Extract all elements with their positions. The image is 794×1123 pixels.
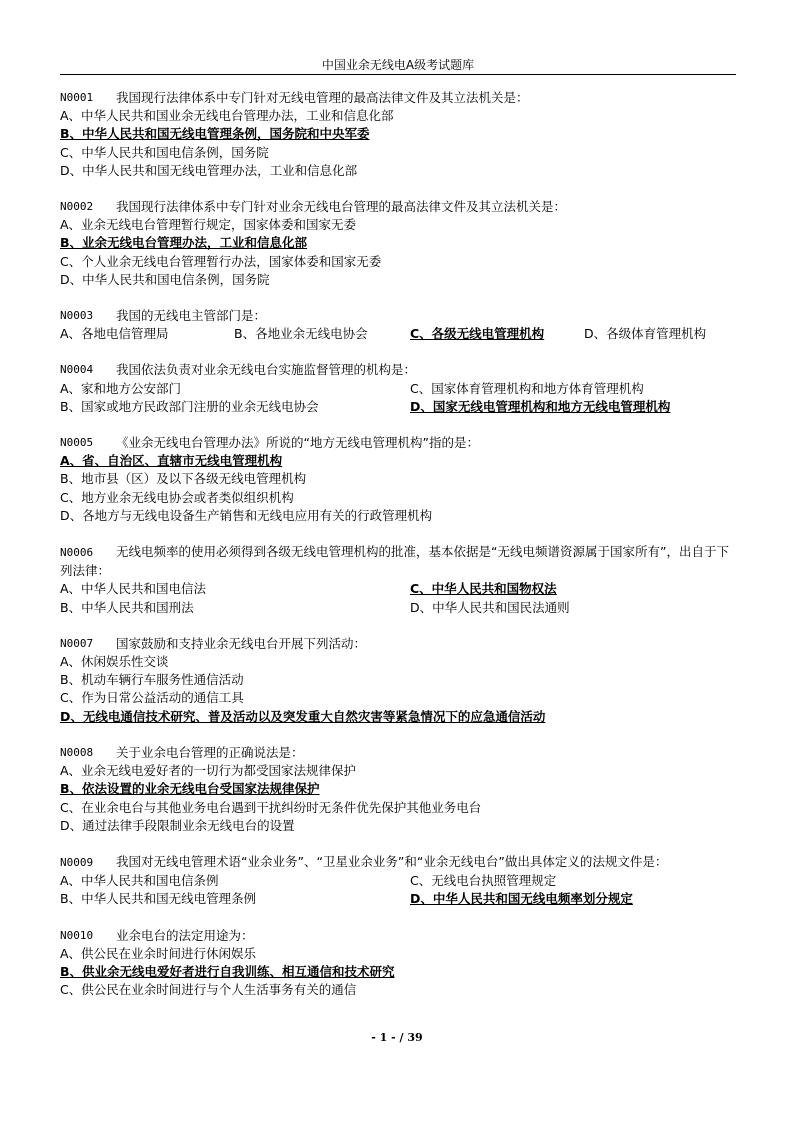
option-c: C、地方业余无线电协会或者类似组织机构 [60, 489, 294, 505]
option-d-correct: D、国家无线电管理机构和地方无线电管理机构 [410, 398, 671, 414]
option-c: C、作为日常公益活动的通信工具 [60, 690, 244, 706]
options-row [60, 398, 740, 416]
option-b: B、各地业余无线电协会 [234, 326, 368, 342]
options-row [60, 872, 740, 890]
question [60, 543, 740, 617]
question-text: 我国现行法律体系中专门针对业余无线电台管理的最高法律文件及其立法机关是： [116, 199, 567, 215]
option-b: B、地市县（区）及以下各级无线电管理机构 [60, 471, 307, 487]
options-row [60, 599, 740, 617]
question [60, 434, 740, 525]
question-text: 关于业余电台管理的正确说法是： [116, 744, 304, 760]
question [60, 927, 740, 1000]
question-number: N0001 [60, 91, 94, 104]
option-d: D、中华人民共和国电信条例，国务院 [60, 271, 270, 287]
question-text: 我国依法负责对业余无线电台实施监督管理的机构是： [116, 362, 417, 378]
option-b: B、机动车辆行车服务性通信活动 [60, 672, 244, 688]
option-a: A、中华人民共和国电信条例 [60, 873, 219, 889]
option-a: A、中华人民共和国业余无线电台管理办法，工业和信息化部 [60, 108, 394, 124]
option-d: D、各地方与无线电设备生产销售和无线电应用有关的行政管理机构 [60, 507, 433, 523]
question-text: 国家鼓励和支持业余无线电台开展下列活动： [116, 635, 367, 651]
question [60, 361, 740, 416]
question-number: N0003 [60, 309, 94, 323]
question-number: N0004 [60, 363, 94, 377]
question-number: N0007 [60, 636, 94, 650]
question-number: N0002 [60, 200, 94, 214]
question-number: N0010 [60, 928, 94, 942]
options-row [60, 325, 740, 343]
question-text: 《业余无线电台管理办法》所说的“地方无线电管理机构”指的是： [116, 435, 479, 451]
option-b-correct: B、供业余无线电爱好者进行自我训练、相互通信和技术研究 [60, 963, 395, 979]
option-c: C、无线电台执照管理规定 [410, 873, 557, 889]
question [60, 635, 740, 726]
option-d: D、各级体育管理机构 [584, 326, 707, 342]
question-text: 我国现行法律体系中专门针对无线电管理的最高法律文件及其立法机关是： [116, 90, 529, 105]
question-text: 我国对无线电管理术语“业余业务”、“卫星业余业务”和“业余无线电台”做出具体定义的法规文件是： [116, 853, 668, 869]
option-d: D、中华人民共和国无线电管理办法，工业和信息化部 [60, 162, 358, 178]
question-line [60, 543, 740, 580]
question-number: N0006 [60, 546, 94, 560]
option-d: D、通过法律手段限制业余无线电台的设置 [60, 817, 295, 833]
option-d-correct: D、中华人民共和国无线电频率划分规定 [410, 891, 633, 907]
option-b: B、国家或地方民政部门注册的业余无线电协会 [60, 398, 319, 414]
option-a: A、休闲娱乐性交谈 [60, 654, 169, 670]
question [60, 307, 740, 343]
options-row [60, 380, 740, 398]
question-text: 我国的无线电主管部门是： [116, 308, 267, 324]
option-d: D、中华人民共和国民法通则 [410, 599, 570, 615]
option-c: C、中华人民共和国电信条例，国务院 [60, 144, 269, 160]
question-number: N0005 [60, 436, 94, 450]
option-c-correct: C、各级无线电管理机构 [410, 326, 545, 342]
option-a: A、家和地方公安部门 [60, 380, 182, 396]
option-a: A、各地电信管理局 [60, 326, 169, 342]
question-number: N0008 [60, 745, 94, 759]
page-header: 中国业余无线电A级考试题库 [60, 56, 736, 75]
option-c: C、供公民在业余时间进行与个人生活事务有关的通信 [60, 982, 357, 998]
page-number: - 1 - / 39 [371, 1031, 423, 1044]
question [60, 744, 740, 835]
options-row [60, 580, 740, 598]
option-c-correct: C、中华人民共和国物权法 [410, 581, 557, 597]
question-line [60, 853, 740, 872]
question [60, 853, 740, 909]
option-c: C、个人业余无线电台管理暂行办法，国家体委和国家无委 [60, 253, 382, 269]
option-c: C、在业余电台与其他业务电台遇到干扰纠纷时无条件优先保护其他业务电台 [60, 799, 482, 815]
question-text: 无线电频率的使用必须得到各级无线电管理机构的批准，基本依据是“无线电频谱资源属于国家所有”，出自于下列法律： [60, 544, 729, 579]
question [60, 198, 740, 289]
question [60, 89, 740, 180]
option-b-correct: B、中华人民共和国无线电管理条例，国务院和中央军委 [60, 126, 370, 142]
option-b: B、中华人民共和国无线电管理条例 [60, 891, 257, 907]
options-row [60, 890, 740, 908]
option-b: B、中华人民共和国刑法 [60, 599, 194, 615]
question-number: N0009 [60, 855, 94, 869]
option-a: A、业余无线电爱好者的一切行为都受国家法规律保护 [60, 763, 357, 779]
option-a: A、业余无线电台管理暂行规定，国家体委和国家无委 [60, 217, 357, 233]
option-a-correct: A、省、自治区、直辖市无线电管理机构 [60, 453, 283, 469]
question-list [60, 89, 740, 1017]
question-text: 业余电台的法定用途为： [116, 927, 254, 943]
option-a: A、供公民在业余时间进行休闲娱乐 [60, 945, 257, 961]
option-b-correct: B、依法设置的业余无线电台受国家法规律保护 [60, 781, 320, 797]
option-b-correct: B、业余无线电台管理办法，工业和信息化部 [60, 235, 308, 251]
option-c: C、国家体育管理机构和地方体育管理机构 [410, 380, 644, 396]
option-d-correct: D、无线电通信技术研究、普及活动以及突发重大自然灾害等紧急情况下的应急通信活动 [60, 708, 546, 724]
option-a: A、中华人民共和国电信法 [60, 581, 207, 597]
